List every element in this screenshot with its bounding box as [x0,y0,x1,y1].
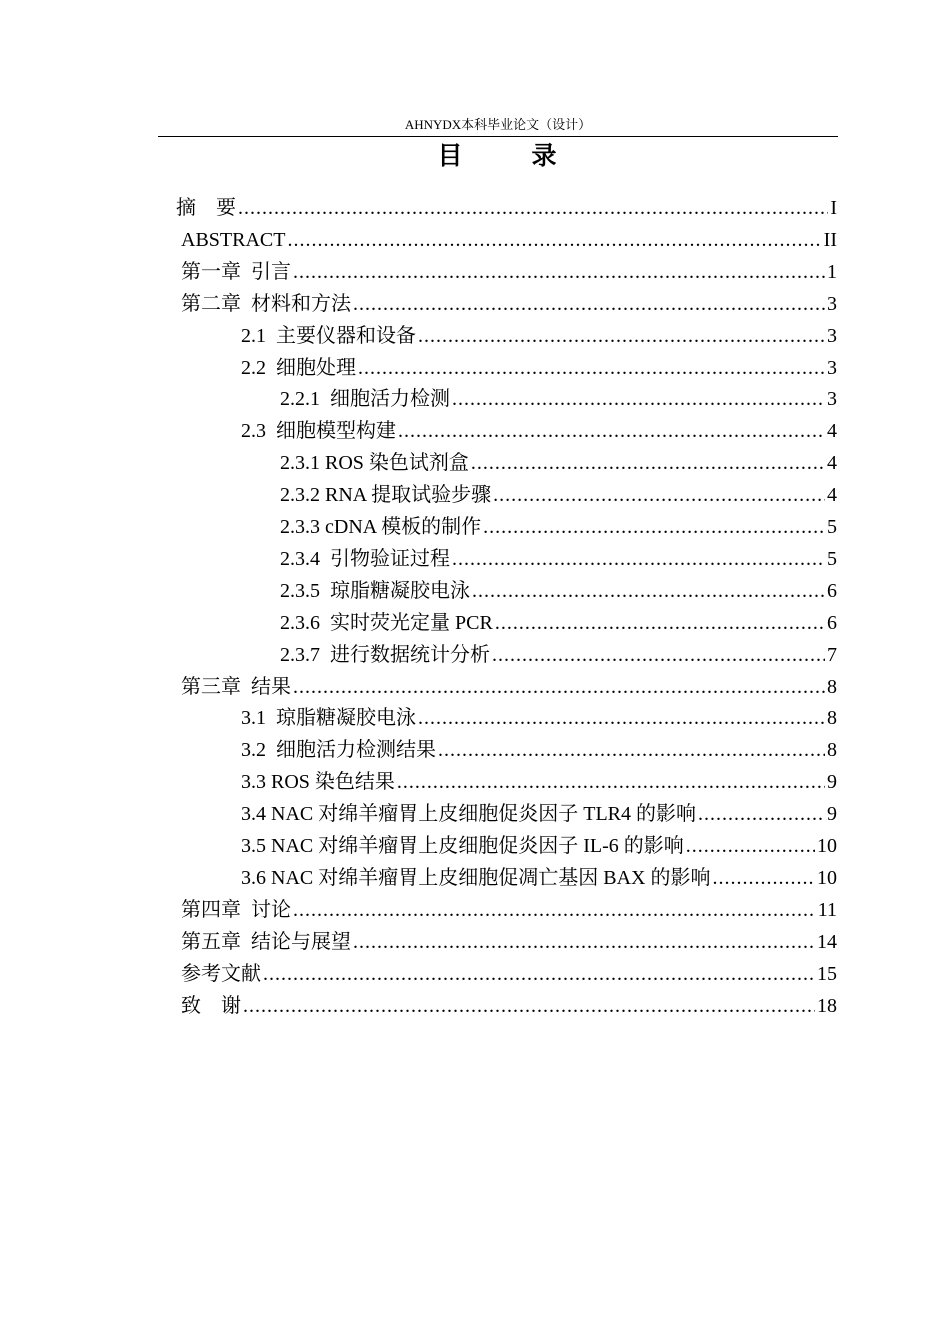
toc-entry-label: 2.3.4 引物验证过程 [280,547,450,570]
header-rule [158,136,838,137]
toc-leader-dots [698,798,825,830]
toc-entry-page-number: 9 [827,803,837,826]
toc-entry-page-number: 6 [827,611,837,634]
toc-entry-label: 3.4 NAC 对绵羊瘤胃上皮细胞促炎因子 TLR4 的影响 [241,803,696,826]
toc-leader-dots [353,926,815,958]
running-header: AHNYDX本科毕业论文（设计） [404,117,592,132]
toc-entry[interactable] [176,192,837,224]
toc-leader-dots [397,766,825,798]
toc-entry[interactable] [280,447,837,479]
toc-entry-page-number: I [830,197,837,219]
toc-entry[interactable] [241,352,837,384]
toc-entry-page-number: 10 [817,835,837,857]
toc-entry-page-number: 4 [827,420,837,443]
toc-entry-page-number: 1 [827,260,837,283]
toc-entry-page-number: 11 [817,898,837,921]
toc-entry-label: 3.1 琼脂糖凝胶电泳 [241,707,416,730]
toc-entry-page-number: 6 [827,579,837,602]
toc-entry-page-number: 8 [827,739,837,762]
toc-entry-label: 第五章 结论与展望 [181,930,351,953]
toc-entry-page-number: 15 [817,962,837,985]
toc-entry-page-number: 8 [827,707,837,730]
toc-entry[interactable] [241,862,837,894]
toc-entry-label: 参考文献 [181,962,261,985]
toc-leader-dots [452,543,825,575]
toc-entry-page-number: II [823,228,837,251]
toc-leader-dots [483,511,825,543]
toc-leader-dots [293,671,825,703]
toc-entry-page-number: 3 [827,388,837,411]
toc-entry[interactable] [241,830,837,862]
toc-entry-label: 3.6 NAC 对绵羊瘤胃上皮细胞促凋亡基因 BAX 的影响 [241,866,711,889]
toc-entry[interactable] [280,383,837,415]
toc-entry-label: 2.3.7 进行数据统计分析 [280,643,490,666]
toc-entry-label: 2.3.6 实时荧光定量 PCR [280,611,493,634]
toc-entry-label: 摘 要 [176,197,236,219]
toc-entry[interactable] [280,543,837,575]
toc-leader-dots [492,639,825,671]
toc-leader-dots [398,415,825,447]
toc-entry[interactable] [181,990,837,1022]
toc-entry[interactable] [280,575,837,607]
toc-entry[interactable] [241,415,837,447]
toc-entry-label: 2.3.5 琼脂糖凝胶电泳 [280,579,470,602]
toc-entry-label: 3.2 细胞活力检测结果 [241,739,436,762]
toc-entry[interactable] [280,479,837,511]
toc-entry[interactable] [181,224,837,256]
toc-entry-page-number: 9 [827,771,837,794]
toc-entry-page-number: 18 [817,994,837,1017]
toc-leader-dots [493,479,825,511]
toc-entry-page-number: 4 [827,452,837,475]
toc-leader-dots [418,702,825,734]
toc-entry[interactable] [181,926,837,958]
toc-leader-dots [472,575,825,607]
toc-entry-page-number: 8 [827,675,837,698]
toc-entry-page-number: 5 [827,516,837,538]
toc-leader-dots [471,447,825,479]
toc-entry-page-number: 4 [827,484,837,507]
toc-entry-page-number: 5 [827,547,837,570]
toc-leader-dots [293,256,825,288]
toc-entry-label: 2.1 主要仪器和设备 [241,324,416,347]
toc-leader-dots [452,383,825,415]
toc-entry-label: 第二章 材料和方法 [181,292,351,315]
toc-entry[interactable] [241,734,837,766]
toc-entry-page-number: 3 [827,292,837,315]
toc-leader-dots [243,990,815,1022]
toc-leader-dots [712,862,815,894]
toc-entry-label: 3.3 ROS 染色结果 [241,771,395,794]
toc-entry[interactable] [241,766,837,798]
toc-entry-page-number: 3 [827,324,837,347]
toc-leader-dots [287,224,821,256]
toc-entry[interactable] [181,958,837,990]
toc-leader-dots [495,607,825,639]
toc-leader-dots [438,734,825,766]
toc-leader-dots [686,830,815,862]
toc-leader-dots [263,958,815,990]
toc-entry[interactable] [181,288,837,320]
toc-title: 目 录 [437,143,579,170]
toc-entry-page-number: 7 [827,643,837,666]
toc-entry-label: 2.3.1 ROS 染色试剂盒 [280,452,469,475]
toc-entry-label: 致 谢 [181,994,241,1017]
toc-entry[interactable] [280,639,837,671]
toc-entry-label: 第四章 讨论 [181,898,291,921]
toc-entry-label: 2.3.3 cDNA 模板的制作 [280,516,482,538]
toc-leader-dots [358,352,825,384]
toc-entry[interactable] [280,511,837,543]
toc-leader-dots [418,320,825,352]
toc-entry[interactable] [241,702,837,734]
toc-entry-label: 2.2.1 细胞活力检测 [280,388,450,411]
toc-entry-page-number: 3 [827,356,837,379]
toc-leader-dots [353,288,825,320]
toc-entry[interactable] [241,798,837,830]
toc-leader-dots [293,894,816,926]
toc-entry-page-number: 14 [817,930,837,953]
toc-entry-label: 2.3 细胞模型构建 [241,420,396,443]
toc-entry-label: 3.5 NAC 对绵羊瘤胃上皮细胞促炎因子 IL-6 的影响 [241,835,684,857]
toc-entry-label: 2.2 细胞处理 [241,356,356,379]
toc-entry[interactable] [181,894,837,926]
toc-entry-label: 第三章 结果 [181,675,291,698]
toc-entry[interactable] [181,671,837,703]
toc-entry-label: 2.3.2 RNA 提取试验步骤 [280,484,492,507]
toc-entry-label: ABSTRACT [181,228,286,251]
toc-entry-label: 第一章 引言 [181,260,291,283]
toc-leader-dots [238,192,828,224]
toc-entry-page-number: 10 [817,866,837,889]
toc-entry[interactable] [181,256,837,288]
toc-entry[interactable] [280,607,837,639]
toc-entry[interactable] [241,320,837,352]
